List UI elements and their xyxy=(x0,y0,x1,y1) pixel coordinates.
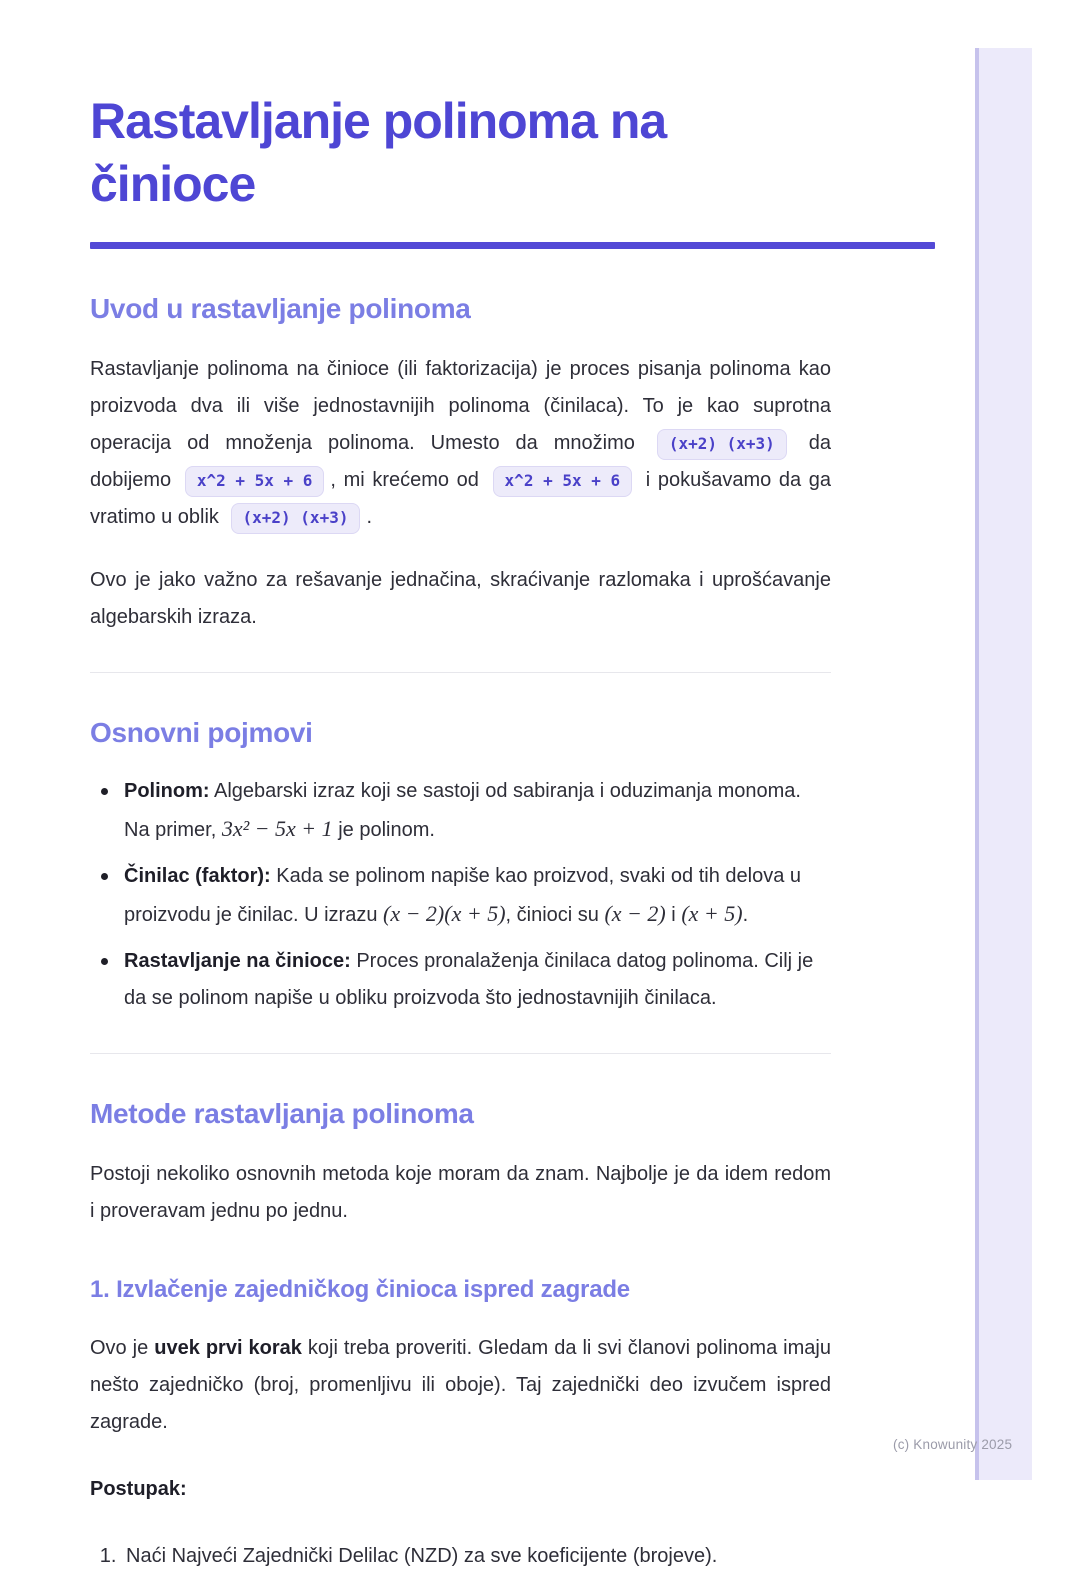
term-label: Činilac (faktor): xyxy=(124,865,271,887)
section-heading-pojmovi: Osnovni pojmovi xyxy=(90,717,313,748)
text-run: je polinom. xyxy=(338,819,435,841)
text-run: , mi krećemo od xyxy=(330,469,479,491)
text-run: Algebarski izraz koji se sastoji od sabiranja i oduzimanja monoma. Na primer, xyxy=(124,780,801,841)
text-run: Proces pronalaženja činilaca datog polinoma. Cilj je da se polinom napiše u obliku proizvoda što jednostavnijih činilaca. xyxy=(124,950,814,1009)
text-run: Kada se polinom napiše kao proizvod, svaki od tih delova u proizvodu je činilac. U izrazu xyxy=(124,865,802,926)
inline-code-expression: (x+2) (x+3) xyxy=(231,503,361,534)
text-run: i pokušavamo da ga vratimo u oblik xyxy=(90,469,832,528)
math-expression: (x − 2) xyxy=(604,901,666,926)
math-expression: (x + 5) xyxy=(681,901,743,926)
definition-list xyxy=(90,773,831,1017)
text-run: Rastavljanje polinoma na činioce (ili faktorizacija) je proces pisanja polinoma kao proizvoda dva ili više jednostavnijih polinoma (činilaca). To je kao suprotna operacija od množenja polinoma. Umesto da množimo xyxy=(90,358,831,454)
list-item-cinilac xyxy=(90,858,831,934)
section-divider xyxy=(90,1053,831,1054)
inline-code-expression: x^2 + 5x + 6 xyxy=(185,466,325,497)
math-expression: (x − 2)(x + 5) xyxy=(383,901,506,926)
text-run: da dobijemo xyxy=(90,432,831,491)
bold-text-run: uvek prvi korak xyxy=(154,1337,302,1359)
paragraph xyxy=(90,351,831,536)
paragraph: Postoji nekoliko osnovnih metoda koje moram da znam. Najbolje je da idem redom i proveravam jednu po jednu. xyxy=(90,1163,831,1222)
inline-code-expression: (x+2) (x+3) xyxy=(657,429,787,460)
section-heading-metode: Metode rastavljanja polinoma xyxy=(90,1098,474,1129)
sub-heading-izvlacenje: 1. Izvlačenje zajedničkog činioca ispred zagrade xyxy=(90,1276,630,1303)
text-run: Ovo je xyxy=(90,1337,149,1359)
page-edge-strip xyxy=(975,48,1032,1480)
text-run: i xyxy=(671,904,676,926)
title-underline-rule xyxy=(90,242,935,249)
section-divider xyxy=(90,672,831,673)
section-uvod xyxy=(90,293,831,636)
steps-list xyxy=(90,1538,831,1575)
step-item: 1. Naći Najveći Zajednički Delilac (NZD) za sve koeficijente (brojeve). xyxy=(122,1538,831,1575)
term-label: Polinom: xyxy=(124,780,210,802)
section-metode xyxy=(90,1098,831,1575)
copyright-notice: (c) Knowunity 2025 xyxy=(893,1437,1013,1452)
note-content xyxy=(90,0,831,1575)
text-run: , činioci su xyxy=(505,904,599,926)
text-run: koji treba proveriti. Gledam da li svi članovi polinoma imaju nešto zajedničko (broj, promenljivu ili oboje). Taj zajednički deo izvučem ispred zagrade. xyxy=(90,1337,831,1433)
section-heading-uvod: Uvod u rastavljanje polinoma xyxy=(90,293,471,324)
inline-code-expression: x^2 + 5x + 6 xyxy=(493,466,633,497)
list-item-polinom xyxy=(90,773,831,849)
steps-label: Postupak: xyxy=(90,1478,187,1500)
paragraph: Ovo je jako važno za rešavanje jednačina, skraćivanje razlomaka i uprošćavanje algebarskih izraza. xyxy=(90,569,831,628)
paragraph xyxy=(90,1330,831,1441)
list-item-rastavljanje xyxy=(90,943,831,1017)
term-label: Rastavljanje na činioce: xyxy=(124,950,351,972)
section-pojmovi xyxy=(90,717,831,1017)
math-expression: 3x² − 5x + 1 xyxy=(221,816,333,841)
text-run: . xyxy=(366,506,373,528)
text-run: . xyxy=(742,904,749,926)
page-title: Rastavljanje polinoma na činioce xyxy=(90,93,667,212)
